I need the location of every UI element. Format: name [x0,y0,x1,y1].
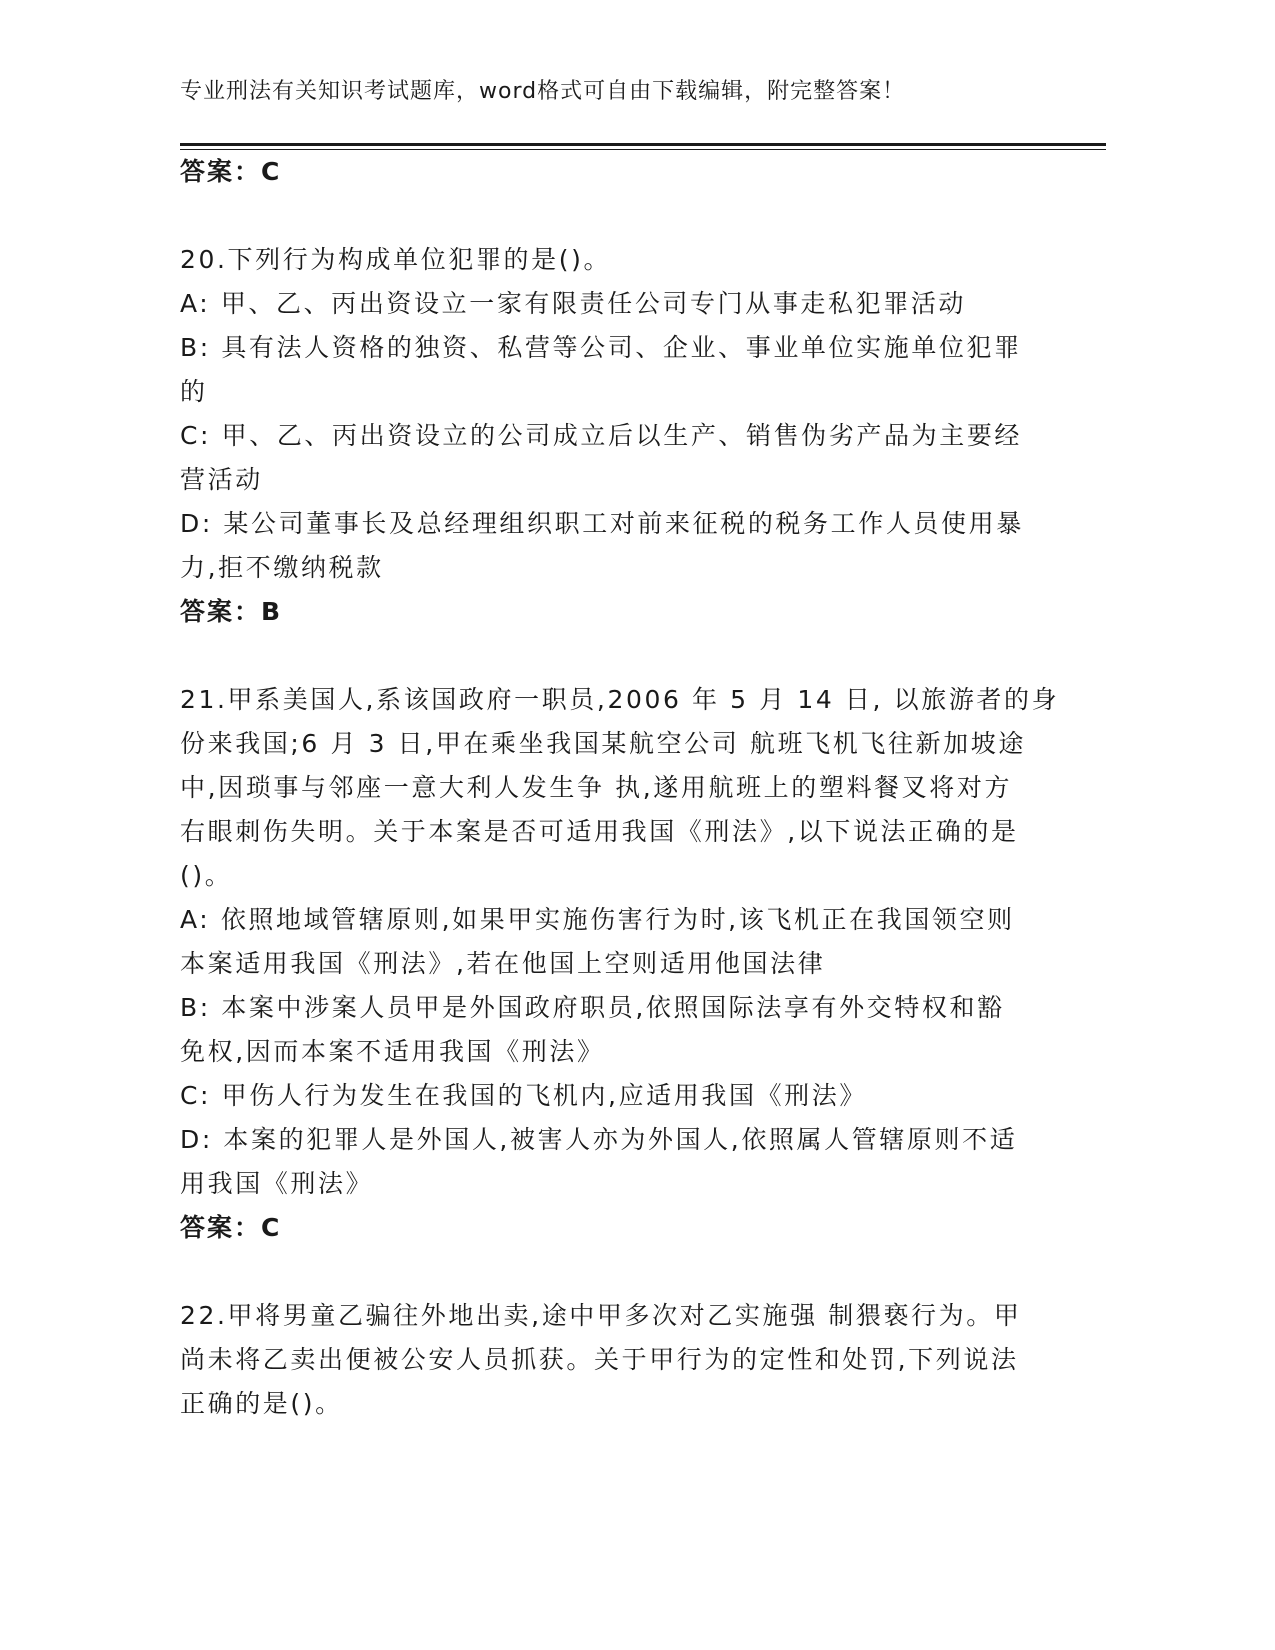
header-rule-thick [180,143,1106,146]
answer-line: 答案：C [180,157,282,186]
text-line: 本案适用我国《刑法》,若在他国上空则适用他国法律 [180,949,826,978]
text-line: 正确的是()。 [180,1389,343,1418]
answer-line: 答案：C [180,1213,282,1242]
text-line: 用我国《刑法》 [180,1169,374,1198]
text-line: 营活动 [180,465,263,494]
text-line: 中,因琐事与邻座一意大利人发生争 执,遂用航班上的塑料餐叉将对方 [180,773,1013,802]
text-line: 力,拒不缴纳税款 [180,553,384,582]
paragraph-gap [180,634,1040,678]
text-line: A: 依照地域管辖原则,如果甲实施伤害行为时,该飞机正在我国领空则 [180,905,1015,934]
paragraph-gap [180,1250,1040,1294]
document-body [180,150,1060,1426]
text-line: C: 甲、乙、丙出资设立的公司成立后以生产、销售伪劣产品为主要经 [180,421,1023,450]
text-line: 21.甲系美国人,系该国政府一职员,2006 年 5 月 14 日, 以旅游者的身 [180,685,1060,714]
text-line: 份来我国;6 月 3 日,甲在乘坐我国某航空公司 航班飞机飞往新加坡途 [180,729,1026,758]
text-line: D: 某公司董事长及总经理组织职工对前来征税的税务工作人员使用暴 [180,509,1024,538]
answer-line: 答案：B [180,597,283,626]
text-line: C: 甲伤人行为发生在我国的飞机内,应适用我国《刑法》 [180,1081,867,1110]
paragraph-gap [180,194,1040,238]
text-line: 的 [180,377,208,406]
text-line: 22.甲将男童乙骗往外地出卖,途中甲多次对乙实施强 制猥亵行为。甲 [180,1301,1022,1330]
text-line: A: 甲、乙、丙出资设立一家有限责任公司专门从事走私犯罪活动 [180,289,967,318]
text-line: 20.下列行为构成单位犯罪的是()。 [180,245,612,274]
text-line: 尚未将乙卖出便被公安人员抓获。关于甲行为的定性和处罚,下列说法 [180,1345,1019,1374]
text-line: ()。 [180,861,233,890]
text-line: 右眼刺伤失明。关于本案是否可适用我国《刑法》,以下说法正确的是 [180,817,1019,846]
text-line: D: 本案的犯罪人是外国人,被害人亦为外国人,依照属人管辖原则不适 [180,1125,1018,1154]
text-line: 免权,因而本案不适用我国《刑法》 [180,1037,605,1066]
page-header: 专业刑法有关知识考试题库，word格式可自由下载编辑，附完整答案！ [180,79,906,104]
text-line: B: 本案中涉案人员甲是外国政府职员,依照国际法享有外交特权和豁 [180,993,1005,1022]
text-line: B: 具有法人资格的独资、私营等公司、企业、事业单位实施单位犯罪 [180,333,1022,362]
